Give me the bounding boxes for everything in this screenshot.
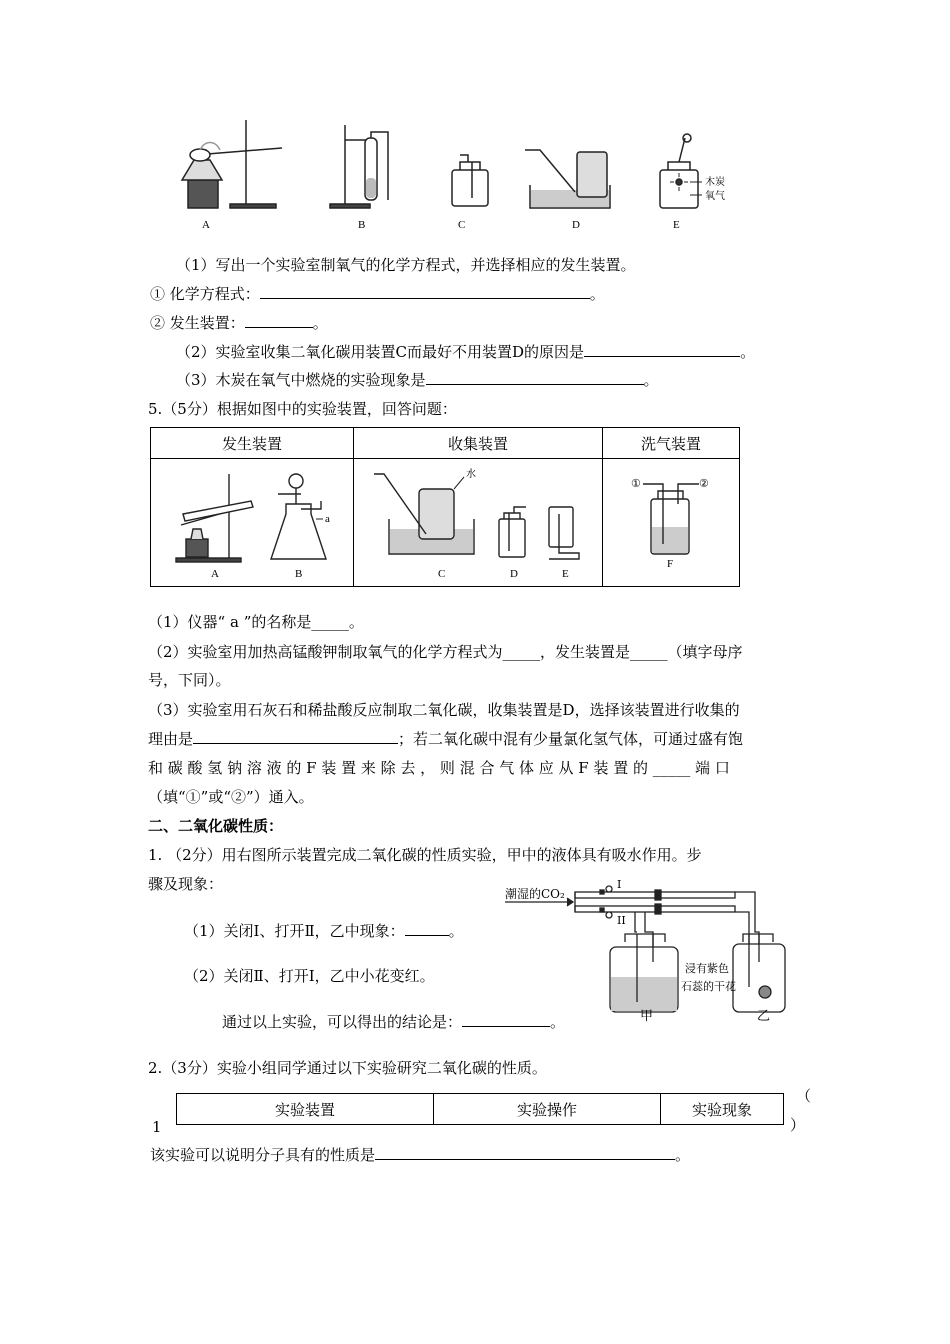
o2-q1b: ② 发生装置： 。: [150, 314, 328, 332]
label-water: 水: [466, 469, 476, 480]
label-d: D: [510, 568, 518, 580]
o2-q3: （3）木炭在氧气中燃烧的实验现象是 。: [176, 371, 659, 389]
section-heading: 二、二氧化碳性质：: [148, 817, 284, 835]
cell-washer: [603, 459, 740, 587]
q5-p2b: 号，下同）。: [148, 671, 231, 689]
header-washer: 洗气装置: [603, 428, 740, 459]
s2-q2-end: 该实验可以说明分子具有的性质是 。: [150, 1146, 691, 1164]
label-e: E: [562, 568, 569, 580]
answer-blank[interactable]: [584, 342, 740, 357]
q5-p3a: （3）实验室用石灰石和稀盐酸反应制取二氧化碳，收集装置是D，选择该装置进行收集的: [148, 701, 740, 719]
label-e: E: [673, 219, 680, 231]
header-generator: 发生装置: [151, 428, 354, 459]
o2-q1: （1）写出一个实验室制氧气的化学方程式，并选择相应的发生装置。: [176, 256, 636, 274]
header-operation: 实验操作: [434, 1094, 661, 1125]
top-apparatus-figure: [170, 110, 730, 235]
q5-apparatus-table: [150, 427, 740, 587]
q2-left-number: 1: [152, 1118, 162, 1136]
q5-p3b: 理由是 ；若二氧化碳中混有少量氯化氢气体，可通过盛有饱: [148, 730, 744, 748]
header-collector: 收集装置: [354, 428, 603, 459]
label-b: B: [358, 219, 366, 231]
header-phenomenon: 实验现象: [661, 1094, 784, 1125]
apparatus-e: [660, 134, 702, 208]
label-oxygen: 氧气: [705, 191, 725, 202]
answer-blank[interactable]: [375, 1145, 675, 1160]
q5-p2a: （2）实验室用加热高锰酸钾制取氧气的化学方程式为_____，发生装置是_____（填字母序: [148, 643, 743, 661]
apparatus-a: [182, 120, 282, 208]
answer-blank[interactable]: [193, 729, 398, 744]
answer-blank[interactable]: [245, 313, 313, 328]
bottle-jia-label: 甲: [640, 1009, 654, 1022]
label-a: A: [211, 568, 219, 580]
q2-paren-open: （: [796, 1087, 812, 1105]
s2-q1a: 1. （2分）用右图所示装置完成二氧化碳的性质实验，甲中的液体具有吸水作用。步: [148, 846, 702, 864]
label-b: B: [295, 568, 303, 580]
label-c: C: [438, 568, 446, 580]
q5-title: 5.（5分）根据如图中的实验装置，回答问题：: [148, 400, 457, 418]
q2-paren-close: ）: [790, 1116, 806, 1134]
port-2: ②: [699, 477, 709, 490]
collector-figure: [354, 459, 602, 582]
apparatus-c: [452, 155, 488, 206]
s2-q1-s3: 通过以上实验，可以得出的结论是： 。: [222, 1013, 566, 1031]
valve-2-label: II: [617, 914, 626, 927]
generator-figure: [151, 459, 353, 582]
cell-generator: [151, 459, 354, 587]
label-c: C: [458, 219, 466, 231]
q5-p3d: （填“①”或“②”）通入。: [148, 788, 314, 806]
header-apparatus: 实验装置: [177, 1094, 434, 1125]
answer-blank[interactable]: [426, 370, 644, 385]
q2-table: [176, 1093, 784, 1125]
apparatus-d: [525, 150, 610, 208]
q5-p1: （1）仪器“ a ”的名称是_____。: [148, 613, 364, 631]
o2-q2: （2）实验室收集二氧化碳用装置C而最好不用装置D的原因是 。: [176, 343, 756, 361]
label-d: D: [572, 219, 580, 231]
cell-collector: [354, 459, 603, 587]
q5-p3c: 和 碳 酸 氢 钠 溶 液 的 F 装 置 来 除 去 ， 则 混 合 气 体 应 从 F 装 置 的 _____ 端 口: [148, 759, 730, 777]
bottle-yi-label: 乙: [757, 1009, 771, 1022]
flower-label-2: 石蕊的干花: [681, 980, 736, 993]
inlet-label: 潮湿的CO₂: [505, 887, 565, 901]
apparatus-b: [330, 125, 388, 208]
washer-figure: [603, 459, 739, 582]
label-charcoal: 木炭: [705, 177, 725, 188]
o2-q1a: ① 化学方程式： 。: [150, 285, 605, 303]
co2-experiment-figure: [505, 872, 805, 1022]
port-1: ①: [631, 477, 641, 490]
s2-q1-s2: （2）关闭Ⅱ、打开Ⅰ，乙中小花变红。: [184, 967, 435, 985]
label-f: F: [667, 558, 674, 570]
label-a: A: [202, 219, 210, 231]
label-a-funnel: a: [325, 513, 330, 525]
valve-1-label: I: [617, 878, 622, 891]
flower-label: 浸有紫色: [685, 962, 729, 975]
s2-q1b: 骤及现象：: [148, 875, 224, 893]
s2-q2-title: 2.（3分）实验小组同学通过以下实验研究二氧化碳的性质。: [148, 1059, 547, 1077]
answer-blank[interactable]: [260, 284, 590, 299]
answer-blank[interactable]: [405, 921, 449, 936]
s2-q1-s1: （1）关闭Ⅰ、打开Ⅱ，乙中现象： 。: [184, 922, 464, 940]
